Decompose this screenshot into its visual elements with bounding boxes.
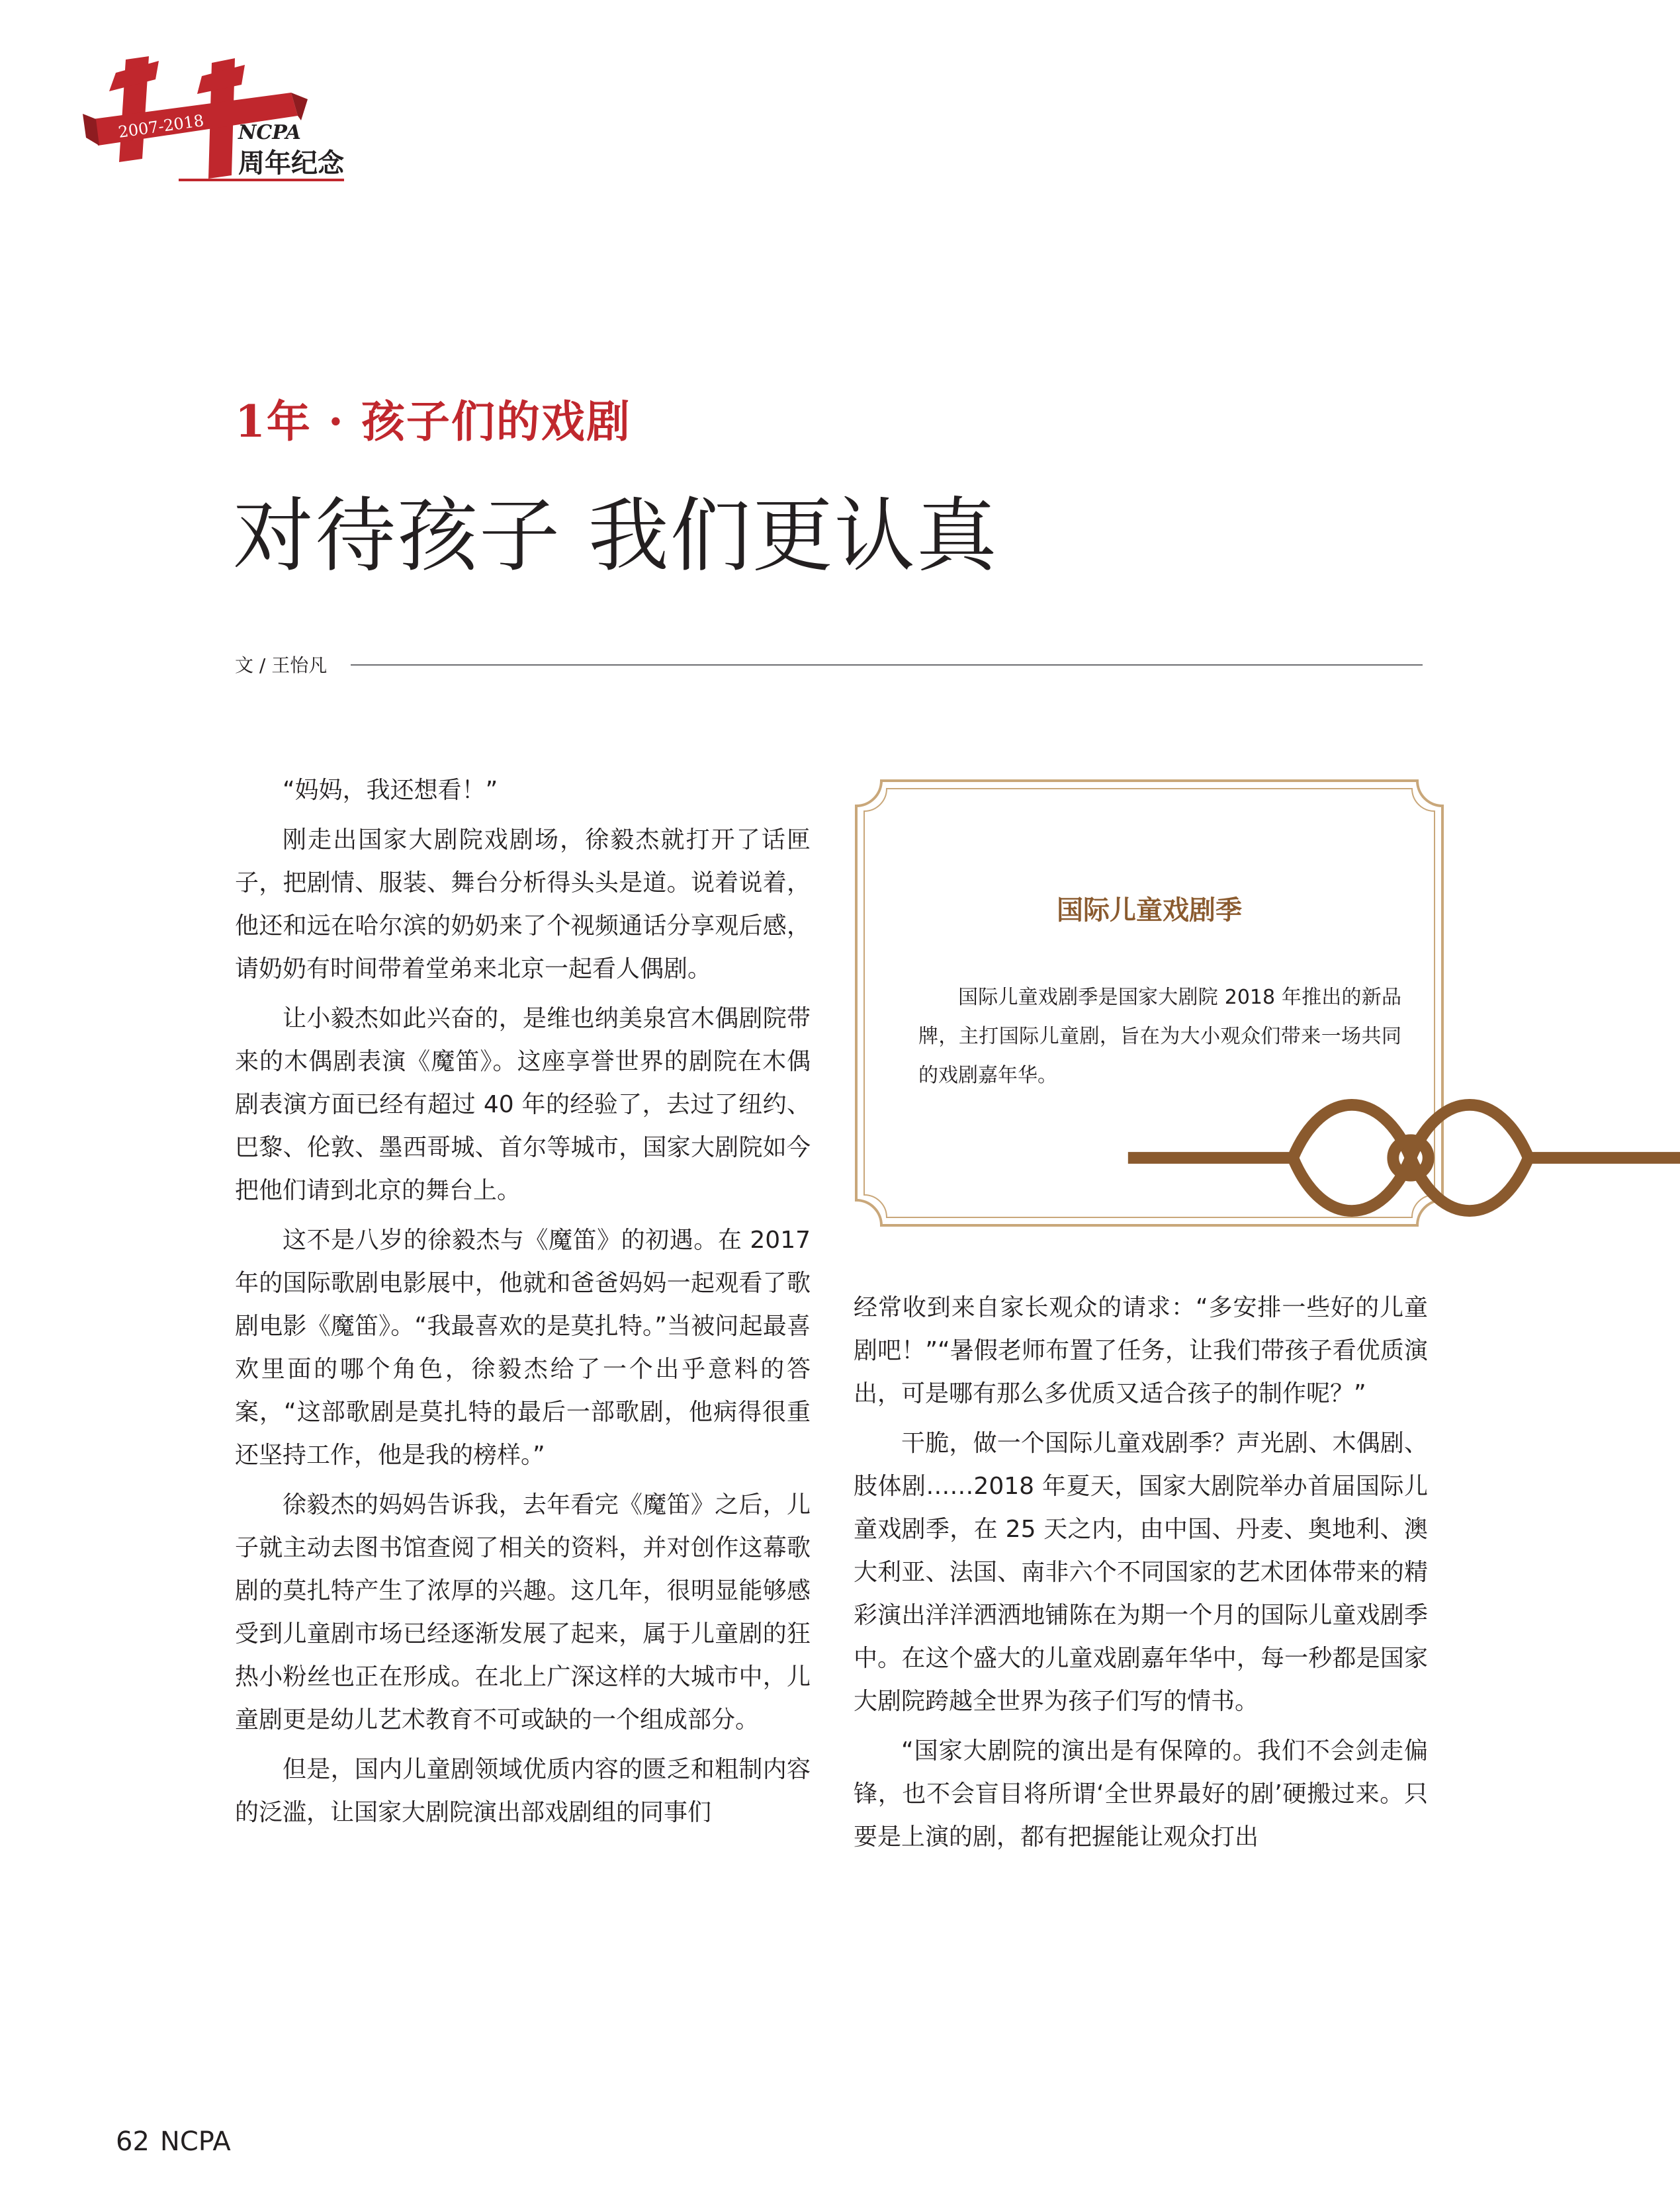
anniversary-logo-graphic bbox=[79, 53, 357, 212]
paragraph: 让小毅杰如此兴奋的，是维也纳美泉宫木偶剧院带来的木偶剧表演《魔笛》。这座享誉世界的剧院在木偶剧表演方面已经有超过 40 年的经验了，去过了纽约、巴黎、伦敦、墨西哥城、首尔等城市，国家大剧院如今把他们请到北京的舞台上。 bbox=[235, 1005, 811, 1204]
paragraph: 徐毅杰的妈妈告诉我，去年看完《魔笛》之后，儿子就主动去图书馆查阅了相关的资料，并对创作这幕歌剧的莫扎特产生了浓厚的兴趣。这几年，很明显能够感受到儿童剧市场已经逐渐发展了起来，属于儿童剧的狂热小粉丝也正在形成。在北上广深这样的大城市中，儿童剧更是幼儿艺术教育不可或缺的一个组成部分。 bbox=[235, 1491, 811, 1733]
page-footer bbox=[116, 2126, 242, 2157]
logo-brand-text: NCPA bbox=[238, 121, 301, 144]
logo-caption-text: 周年纪念 bbox=[238, 148, 344, 179]
author-byline: 文 / 王怡凡 bbox=[235, 654, 328, 676]
paragraph: “国家大剧院的演出是有保障的。我们不会剑走偏锋，也不会盲目将所谓‘全世界最好的剧’硬搬过来。只要是上演的剧，都有把握能让观众打出 bbox=[854, 1737, 1428, 1851]
logo-years-text: 2007-2018 bbox=[116, 111, 205, 142]
section-kicker: 1年 · 孩子们的戏剧 bbox=[235, 396, 631, 447]
sidebar-title: 国际儿童戏剧季 bbox=[1057, 895, 1242, 926]
article-title: 对待孩子 我们更认真 bbox=[233, 489, 998, 583]
page-number: 62 bbox=[116, 2126, 150, 2157]
byline-divider bbox=[351, 664, 1423, 666]
sidebar-paragraph: 国际儿童戏剧季是国家大剧院 2018 年推出的新品牌，主打国际儿童剧，旨在为大小观众们带来一场共同的戏剧嘉年华。 bbox=[918, 986, 1401, 1087]
sidebar-box bbox=[855, 779, 1444, 1227]
paragraph: 这不是八岁的徐毅杰与《魔笛》的初遇。在 2017 年的国际歌剧电影展中，他就和爸爸妈妈一起观看了歌剧电影《魔笛》。“我最喜欢的是莫扎特。”当被问起最喜欢里面的哪个角色，徐毅杰给了一个出乎意料的答案，“这部歌剧是莫扎特的最后一部歌剧，他病得很重还坚持工作，他是我的榜样。” bbox=[235, 1227, 811, 1469]
left-text-column bbox=[235, 769, 811, 1841]
paragraph: “妈妈，我还想看！” bbox=[283, 777, 498, 804]
anniversary-logo bbox=[79, 53, 357, 212]
paragraph: 干脆，做一个国际儿童戏剧季？声光剧、木偶剧、肢体剧……2018 年夏天，国家大剧院举办首届国际儿童戏剧季，在 25 天之内，由中国、丹麦、奥地利、澳大利亚、法国、南非六个不同国家的艺术团体带来的精彩演出洋洋洒洒地铺陈在为期一个月的国际儿童戏剧季中。在这个盛大的儿童戏剧嘉年华中，每一秒都是国家大剧院跨越全世界为孩子们写的情书。 bbox=[854, 1430, 1428, 1715]
sidebar-text bbox=[918, 978, 1401, 1095]
ornament-flourish-icon bbox=[1116, 934, 1182, 961]
magazine-name: NCPA bbox=[159, 2126, 231, 2157]
paragraph: 刚走出国家大剧院戏剧场，徐毅杰就打开了话匣子，把剧情、服装、舞台分析得头头是道。说着说着，他还和远在哈尔滨的奶奶来了个视频通话分享观后感，请奶奶有时间带着堂弟来北京一起看人偶剧。 bbox=[235, 826, 811, 983]
right-text-column bbox=[854, 1286, 1428, 1865]
paragraph: 经常收到来自家长观众的请求：“多安排一些好的儿童剧吧！”“暑假老师布置了任务，让我们带孩子看优质演出，可是哪有那么多优质又适合孩子的制作呢？” bbox=[854, 1294, 1428, 1407]
paragraph: 但是，国内儿童剧领域优质内容的匮乏和粗制内容的泛滥，让国家大剧院演出部戏剧组的同事们 bbox=[235, 1756, 811, 1826]
